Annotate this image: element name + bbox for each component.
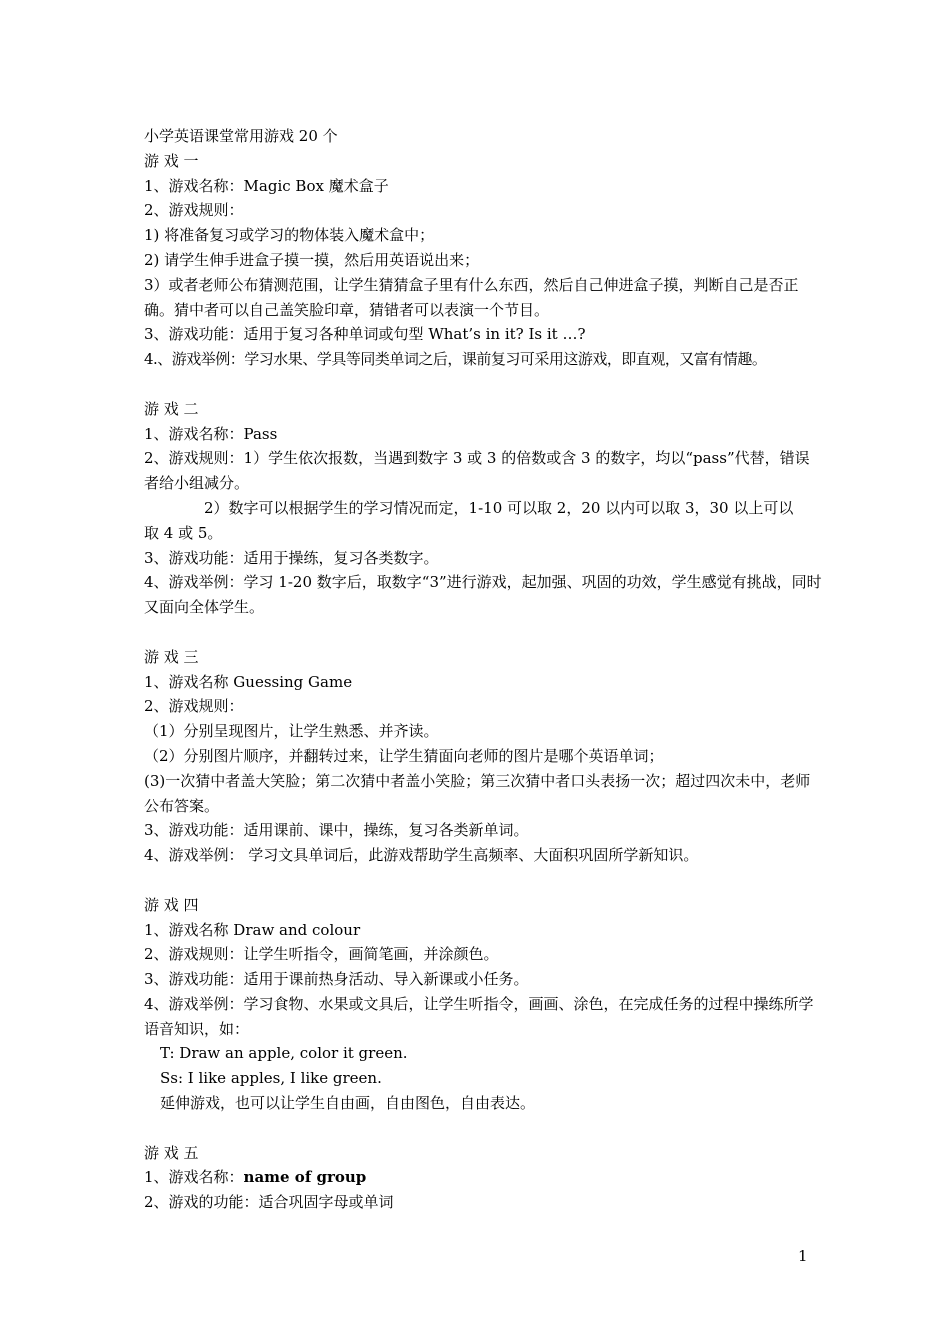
spacer xyxy=(144,620,824,645)
game3-rule-2: （2）分别图片顺序，并翻转过来，让学生猜面向老师的图片是哪个英语单词； xyxy=(144,746,664,765)
game1-rule-1: 1) 将准备复习或学习的物体装入魔术盒中； xyxy=(144,226,435,245)
game5-function: 2、游戏的功能：适合巩固字母或单词 xyxy=(144,1193,394,1212)
game2-rule-1: 2、游戏规则：1）学生依次报数，当遇到数字 3 或 3 的倍数或含 3 的数字，均以“pass”代替，错误者给小组减分。 xyxy=(144,449,810,493)
game1-function: 3、游戏功能：适用于复习各种单词或句型 What’s in it? Is it …? xyxy=(144,325,586,344)
game1-name-label: 1、游戏名称： xyxy=(144,176,244,195)
game5-name-label: 1、游戏名称： xyxy=(144,1168,244,1187)
game3-example: 4、游戏举例： 学习文具单词后，此游戏帮助学生高频率、大面积巩固所学新知识。 xyxy=(144,846,699,865)
game4-extension: 延伸游戏，也可以让学生自由画，自由图色，自由表达。 xyxy=(160,1094,536,1113)
game1-rule-3: 3）或者老师公布猜测范围，让学生猜猜盒子里有什么东西，然后自己伸进盒子摸，判断自己是否正确。猜中者可以自己盖笑脸印章，猜错者可以表演一个节目。 xyxy=(144,275,799,319)
game2-rule-2-line-2: 取 4 或 5。 xyxy=(144,523,223,542)
game3-function: 3、游戏功能：适用课前、课中，操练，复习各类新单词。 xyxy=(144,821,529,840)
game4-function: 3、游戏功能：适用于课前热身活动、导入新课或小任务。 xyxy=(144,970,529,989)
spacer xyxy=(144,372,824,397)
game3-name: 1、游戏名称 Guessing Game xyxy=(144,672,353,691)
game5-heading: 游 戏 五 xyxy=(144,1143,199,1162)
game3-heading: 游 戏 三 xyxy=(144,647,199,666)
game2-name: 1、游戏名称：Pass xyxy=(144,424,278,443)
game1-example: 4.、游戏举例：学习水果、学具等同类单词之后，课前复习可采用这游戏，即直观，又富有情趣。 xyxy=(144,350,767,369)
spacer xyxy=(144,868,824,893)
game2-function: 3、游戏功能：适用于操练，复习各类数字。 xyxy=(144,548,439,567)
page-number: 1 xyxy=(798,1247,808,1265)
game3-rule-3: (3)一次猜中者盖大笑脸；第二次猜中者盖小笑脸；第三次猜中者口头表扬一次；超过四次未中，老师公布答案。 xyxy=(144,771,811,815)
game1-rule-2: 2) 请学生伸手进盒子摸一摸，然后用英语说出来； xyxy=(144,250,480,269)
game1-name-value: Magic Box 魔术盒子 xyxy=(243,176,389,195)
game2-example: 4、游戏举例：学习 1-20 数字后，取数字“3”进行游戏，起加强、巩固的功效，学生感觉有挑战，同时又面向全体学生。 xyxy=(144,573,822,617)
game3-rules-label: 2、游戏规则： xyxy=(144,697,244,716)
game5-name xyxy=(144,1165,824,1190)
game1-name xyxy=(144,174,824,199)
game1-heading: 游 戏 一 xyxy=(144,151,199,170)
game2-rule-2-line-1: 2）数字可以根据学生的学习情况而定，1-10 可以取 2，20 以内可以取 3，30 以上可以 xyxy=(204,498,794,517)
game1-rules-label: 2、游戏规则： xyxy=(144,201,244,220)
document-title: 小学英语课堂常用游戏 20 个 xyxy=(144,127,338,145)
game4-name: 1、游戏名称 Draw and colour xyxy=(144,920,361,939)
game4-dialog-students: Ss: I like apples, I like green. xyxy=(160,1069,382,1088)
spacer xyxy=(144,1116,824,1141)
game2-heading: 游 戏 二 xyxy=(144,399,199,418)
game4-rules: 2、游戏规则：让学生听指令，画简笔画，并涂颜色。 xyxy=(144,945,499,964)
game4-dialog-teacher: T: Draw an apple, color it green. xyxy=(160,1044,408,1063)
game3-rule-1: （1）分别呈现图片，让学生熟悉、并齐读。 xyxy=(144,722,439,741)
game5-name-value: name of group xyxy=(243,1168,367,1187)
document-body xyxy=(144,124,824,1215)
game4-example: 4、游戏举例：学习食物、水果或文具后，让学生听指令，画画、涂色，在完成任务的过程中操练所学语音知识，如： xyxy=(144,994,814,1038)
game4-heading: 游 戏 四 xyxy=(144,895,199,914)
